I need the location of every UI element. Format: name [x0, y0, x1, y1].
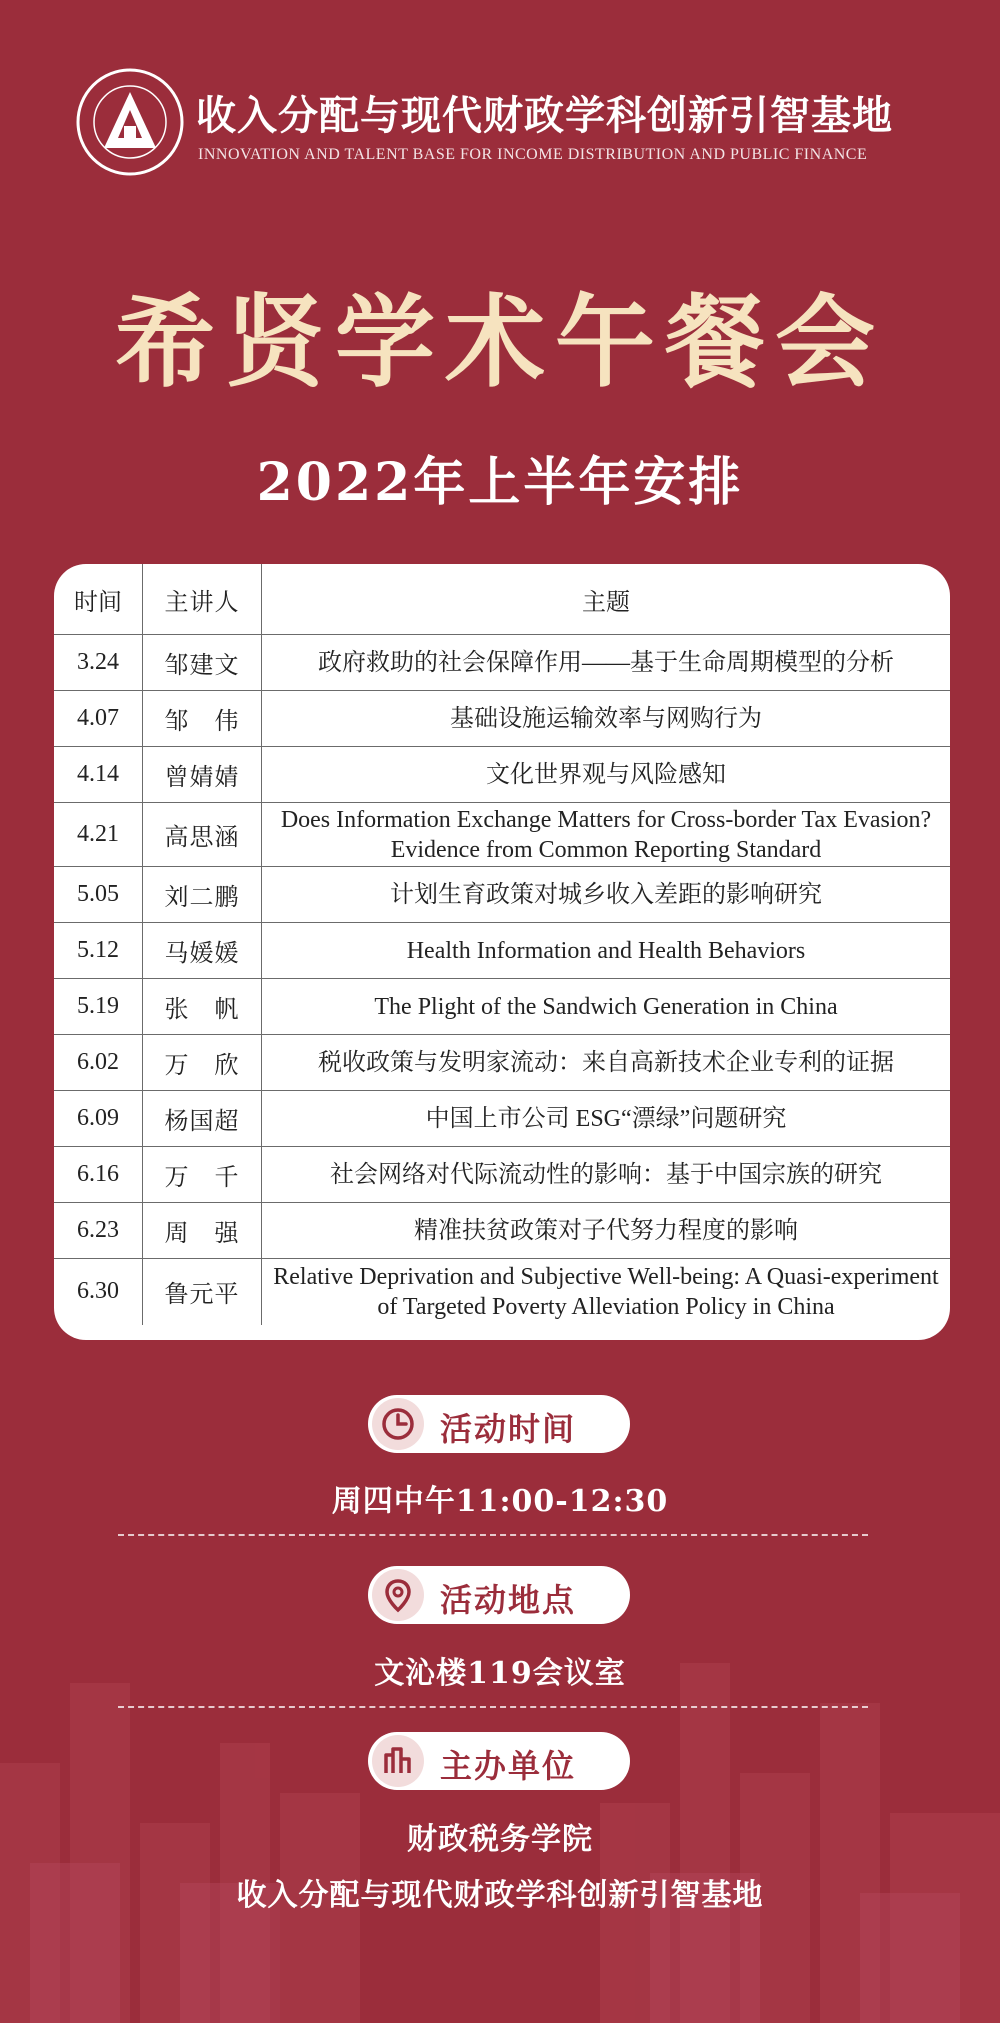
activity-place-value: 文沁楼119会议室	[374, 1656, 626, 1691]
page-title: 希贤学术午餐会	[115, 283, 885, 401]
activity-time-label: 活动时间	[440, 1410, 577, 1448]
table-row	[54, 1035, 950, 1091]
row-time: 4.07	[54, 691, 143, 747]
row-topic: Does Information Exchange Matters for Cross-border Tax Evasion? Evidence from Common Reporting Standard	[262, 803, 951, 867]
header-topic: 主题	[262, 564, 951, 635]
row-topic: 税收政策与发明家流动：来自高新技术企业专利的证据	[262, 1035, 951, 1091]
table-row	[54, 747, 950, 803]
row-time: 5.05	[54, 867, 143, 923]
table-row	[54, 803, 950, 867]
row-time: 6.09	[54, 1091, 143, 1147]
host-label: 主办单位	[440, 1747, 577, 1785]
org-name-en: INNOVATION AND TALENT BASE FOR INCOME DISTRIBUTION AND PUBLIC FINANCE	[198, 146, 868, 163]
row-topic: The Plight of the Sandwich Generation in China	[262, 979, 951, 1035]
building-icon	[372, 1735, 424, 1787]
row-speaker: 马媛媛	[143, 923, 262, 979]
schedule-table	[54, 564, 956, 1325]
header	[74, 58, 954, 178]
divider	[118, 1706, 868, 1708]
activity-time-pill	[368, 1395, 630, 1453]
header-speaker: 主讲人	[143, 564, 262, 635]
table-row	[54, 635, 950, 691]
row-topic: 文化世界观与风险感知	[262, 747, 951, 803]
row-topic: Relative Deprivation and Subjective Well-being: A Quasi-experiment of Targeted Poverty Alleviation Policy in China	[273, 1263, 939, 1320]
table-header-row	[54, 564, 950, 635]
row-topic: 精准扶贫政策对子代努力程度的影响	[262, 1203, 951, 1259]
schedule-table-card	[54, 564, 956, 1340]
table-row	[54, 1147, 950, 1203]
table-row	[54, 1203, 950, 1259]
table-row	[54, 1091, 950, 1147]
row-speaker: 曾婧婧	[143, 747, 262, 803]
activity-time-value: 周四中午11:00-12:30	[331, 1484, 669, 1519]
row-time: 3.24	[54, 635, 143, 691]
host-pill	[368, 1732, 630, 1790]
table-row	[54, 923, 950, 979]
table-row	[54, 979, 950, 1035]
org-name-cn: 收入分配与现代财政学科创新引智基地	[196, 92, 893, 139]
row-speaker: 高思涵	[143, 803, 262, 867]
clock-icon	[372, 1398, 424, 1450]
row-speaker: 张 帆	[143, 979, 262, 1035]
row-time: 6.23	[54, 1203, 143, 1259]
row-topic: 政府救助的社会保障作用——基于生命周期模型的分析	[262, 635, 951, 691]
row-time: 4.21	[54, 803, 143, 867]
location-pin-icon	[372, 1569, 424, 1621]
row-speaker: 刘二鹏	[143, 867, 262, 923]
table-row	[54, 1259, 950, 1325]
row-speaker: 万 欣	[143, 1035, 262, 1091]
table-row	[54, 691, 950, 747]
row-speaker: 邹建文	[143, 635, 262, 691]
row-speaker: 鲁元平	[143, 1259, 262, 1325]
row-speaker: 周 强	[143, 1203, 262, 1259]
row-topic: Health Information and Health Behaviors	[262, 923, 951, 979]
page-subtitle: 2022年上半年安排	[256, 452, 744, 513]
row-topic: 中国上市公司 ESG“漂绿”问题研究	[262, 1091, 951, 1147]
row-topic: 基础设施运输效率与网购行为	[262, 691, 951, 747]
row-speaker: 邹 伟	[143, 691, 262, 747]
university-logo	[74, 66, 186, 178]
row-topic: 计划生育政策对城乡收入差距的影响研究	[262, 867, 951, 923]
row-time: 6.02	[54, 1035, 143, 1091]
table-row	[54, 867, 950, 923]
row-time: 6.16	[54, 1147, 143, 1203]
row-time: 5.12	[54, 923, 143, 979]
divider	[118, 1534, 868, 1536]
host-value-2: 收入分配与现代财政学科创新引智基地	[236, 1878, 764, 1913]
activity-place-label: 活动地点	[440, 1581, 577, 1619]
header-time: 时间	[54, 564, 143, 635]
row-time: 6.30	[54, 1259, 143, 1325]
host-value-1: 财政税务学院	[407, 1822, 593, 1857]
row-topic: 社会网络对代际流动性的影响：基于中国宗族的研究	[262, 1147, 951, 1203]
row-speaker: 杨国超	[143, 1091, 262, 1147]
row-time: 4.14	[54, 747, 143, 803]
row-time: 5.19	[54, 979, 143, 1035]
activity-place-pill	[368, 1566, 630, 1624]
row-speaker: 万 千	[143, 1147, 262, 1203]
